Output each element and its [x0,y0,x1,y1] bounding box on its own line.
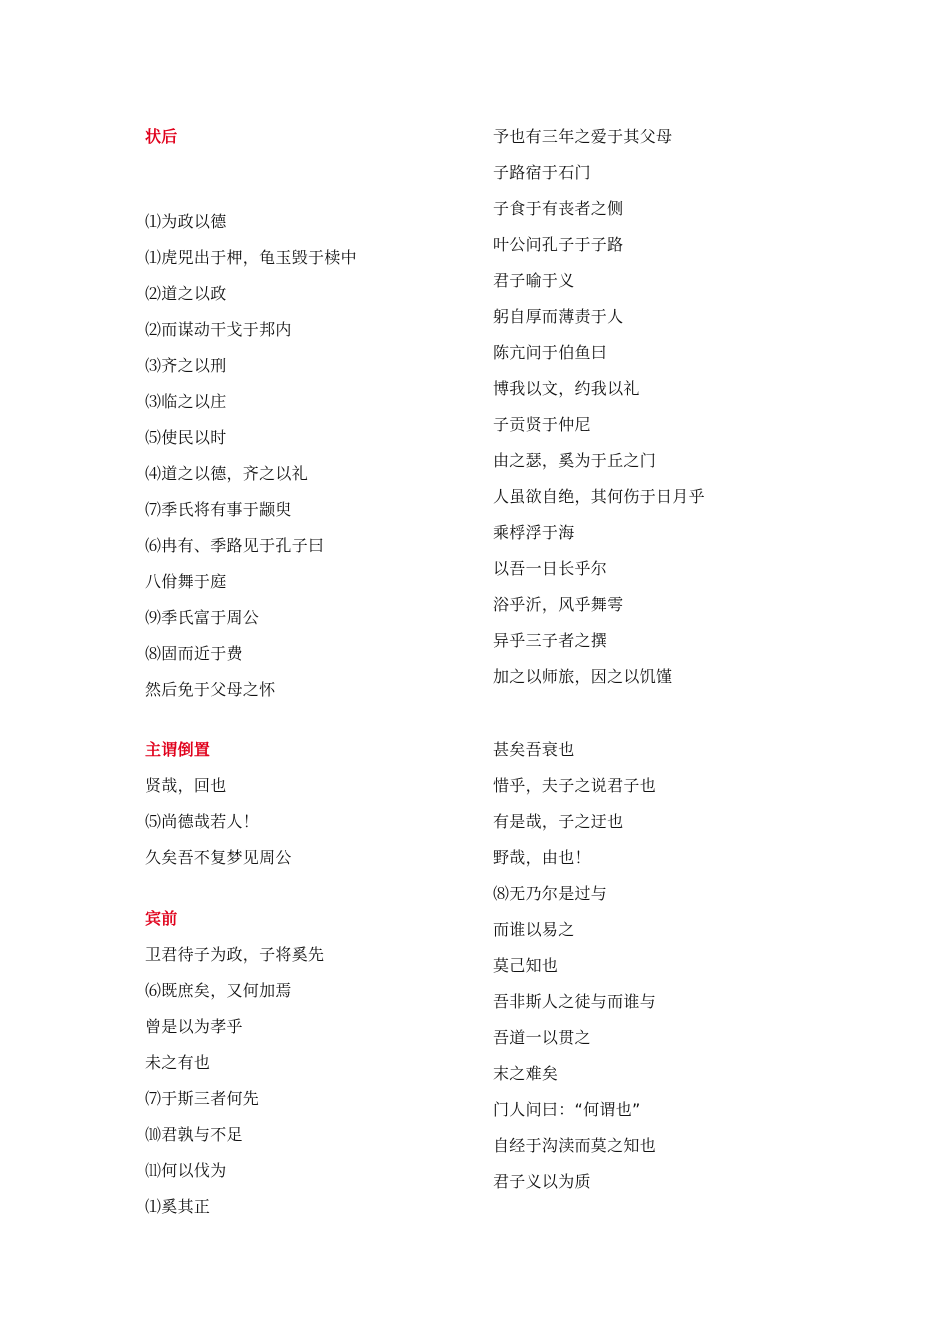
list-item: ⑴奚其正 [145,1197,211,1216]
list-item: 八佾舞于庭 [145,572,227,591]
list-item: ⑵道之以政 [145,284,227,303]
list-item: 久矣吾不复梦见周公 [145,848,292,867]
list-item: 未之有也 [145,1053,211,1072]
list-item: 自经于沟渎而莫之知也 [493,1136,657,1155]
list-item: 末之难矣 [493,1064,559,1083]
list-item: 君子义以为质 [493,1172,591,1191]
list-item: 莫己知也 [493,956,559,975]
list-item: 曾是以为孝乎 [145,1017,243,1036]
list-item: 叶公问孔子于子路 [493,235,624,254]
list-item: 君子喻于义 [493,271,575,290]
list-item: 然后免于父母之怀 [145,680,276,699]
list-item: ⑹冉有、季路见于孔子曰 [145,536,325,555]
list-item: ⑺季氏将有事于颛臾 [145,500,292,519]
list-item: 有是哉，子之迂也 [493,812,624,831]
list-item: 躬自厚而薄责于人 [493,307,624,326]
list-item: 吾道一以贯之 [493,1028,591,1047]
list-item: ⑸使民以时 [145,428,227,447]
list-item: 浴乎沂，风乎舞雩 [493,595,624,614]
list-item: 予也有三年之爱于其父母 [493,127,673,146]
list-item: ⑸尚德哉若人！ [145,812,260,831]
section-heading-zhuweidaozhi: 主谓倒置 [145,740,211,759]
list-item: ⑹既庶矣，又何加焉 [145,981,292,1000]
list-item: 惜乎，夫子之说君子也 [493,776,657,795]
list-item: 吾非斯人之徒与而谁与 [493,992,657,1011]
list-item: 人虽欲自绝，其何伤于日月乎 [493,487,705,506]
list-item: 甚矣吾衰也 [493,740,575,759]
list-item: ⑴虎兕出于柙，龟玉毁于椟中 [145,248,357,267]
list-item: 而谁以易之 [493,920,575,939]
list-item: 由之瑟，奚为于丘之门 [493,451,657,470]
list-item: 子食于有丧者之侧 [493,199,624,218]
list-item: ⑶临之以庄 [145,392,227,411]
list-item: 子贡贤于仲尼 [493,415,591,434]
list-item: ⑴为政以德 [145,212,227,231]
list-item: 乘桴浮于海 [493,523,575,542]
list-item: ⑼季氏富于周公 [145,608,260,627]
list-item: ⑽君孰与不足 [145,1125,243,1144]
list-item: 以吾一日长乎尔 [493,559,608,578]
list-item: 博我以文，约我以礼 [493,379,640,398]
list-item: 异乎三子者之撰 [493,631,608,650]
list-item: ⑵而谋动干戈于邦内 [145,320,292,339]
list-item: ⑻固而近于费 [145,644,243,663]
list-item: ⑾何以伐为 [145,1161,227,1180]
list-item: ⑻无乃尔是过与 [493,884,608,903]
list-item: 野哉，由也！ [493,848,591,867]
list-item: 陈亢问于伯鱼曰 [493,343,608,362]
list-item: ⑷道之以德，齐之以礼 [145,464,309,483]
list-item: 贤哉，回也 [145,776,227,795]
list-item: 子路宿于石门 [493,163,591,182]
section-heading-zhuanghou: 状后 [145,127,178,146]
list-item: 卫君待子为政，子将奚先 [145,945,325,964]
list-item: 加之以师旅，因之以饥馑 [493,667,673,686]
list-item: ⑶齐之以刑 [145,356,227,375]
list-item: 门人问曰：“何谓也” [493,1100,641,1119]
list-item: ⑺于斯三者何先 [145,1089,260,1108]
section-heading-binqian: 宾前 [145,909,178,928]
